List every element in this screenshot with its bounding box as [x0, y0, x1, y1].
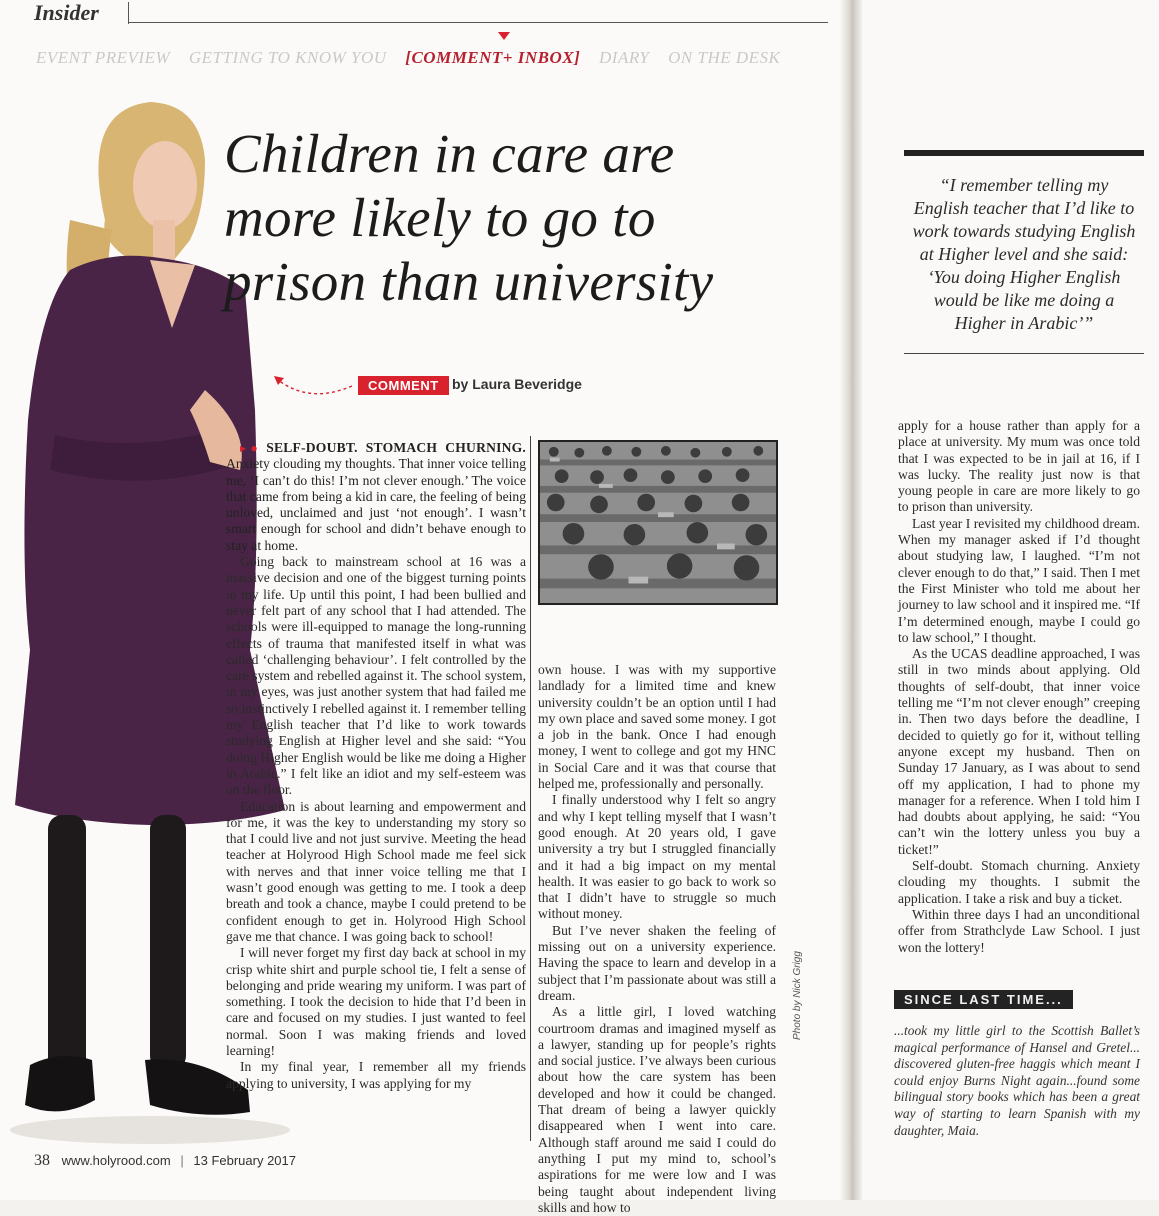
comment-badge: COMMENT	[358, 376, 449, 395]
lead-text: Anxiety clouding my thoughts. That inner voice telling me, ‘I can’t do this! I’m not clever enough.’ The voice that came from being a kid in care, the feeling of being unloved, unclaimed and just ‘not enough’. I wasn’t smart enough for school and didn’t behave enough to stay at home.	[226, 456, 526, 553]
page-number: 38	[34, 1152, 50, 1169]
pull-quote: “I remember telling my English teacher that I’d like to work towards studying English at Higher level and she said: ‘You doing Higher English would be like me doing a Higher in Arabic’”	[912, 175, 1136, 333]
paragraph: Self-doubt. Stomach churning. Anxiety clouding my thoughts. I submit the application. I take a risk and buy a ticket.	[898, 858, 1140, 906]
page-gutter	[840, 0, 862, 1200]
paragraph: I will never forget my first day back at school in my crisp white shirt and purple school tie, I felt a sense of belonging and pride wearing my uniform. I was part of something. I took the decision to hide that I’d been in care and focused on my studies. I just wanted to feel normal. Soon I was making friends and loved learning!	[226, 945, 526, 1058]
since-last-time-box	[894, 990, 1144, 1139]
nav-item-getting-to-know-you: GETTING TO KNOW YOU	[188, 48, 387, 67]
since-last-time-heading: SINCE LAST TIME...	[894, 990, 1073, 1009]
section-label: Insider	[34, 0, 99, 25]
headline-line-1: Children in care are	[224, 123, 675, 184]
nav-item-on-the-desk: ON THE DESK	[668, 48, 781, 67]
pull-quote-box	[904, 150, 1144, 354]
paragraph: own house. I was with my supportive landlady for a limited time and knew university couldn’t be an option until I had my own place and saved some money. I got a job in the bank. Once I had enough money, I went to college and got my HNC in Social Care and it was that course that helped me, professionally and personally.	[538, 662, 776, 792]
nav-item-event-preview: EVENT PREVIEW	[36, 48, 171, 67]
article-column-1	[226, 440, 526, 1092]
nav-indicator-icon	[498, 32, 510, 40]
lead-bullet-icon: ▸●	[240, 441, 263, 455]
lead-paragraph	[226, 440, 526, 554]
nav-item-comment-inbox: [COMMENT+ INBOX]	[405, 48, 581, 67]
lecture-hall-photo	[538, 440, 778, 605]
issue-date: 13 February 2017	[193, 1153, 296, 1168]
column-divider	[530, 436, 531, 1141]
section-rule-vertical	[128, 2, 129, 24]
section-rule-horizontal	[128, 22, 828, 23]
paragraph: Last year I revisited my childhood dream. When my manager asked if I’d thought about studying law, I laughed. “I’m not clever enough to do that,” I said. Then I met the First Minister who told me about her journey to law school and it inspired me. “If I’m determined enough, maybe I could go to law school,” I thought.	[898, 515, 1140, 645]
author-byline: by Laura Beveridge	[452, 376, 582, 392]
headline	[224, 122, 824, 314]
paragraph: But I’ve never shaken the feeling of missing out on a university experience. Having the space to learn and develop in a subject that I’m passionate about was still a dream.	[538, 922, 776, 1003]
paragraph: In my final year, I remember all my friends applying to university, I was applying for my	[226, 1059, 526, 1091]
paragraph: apply for a house rather than apply for a place at university. My mum was once told that I was expected to be in jail at 16, if I was lucky. The reality just now is that young people in care are more likely to go to prison than university.	[898, 418, 1140, 515]
article-column-3	[898, 418, 1140, 956]
paragraph: As a little girl, I loved watching courtroom dramas and imagined myself as a lawyer, standing up for people’s rights and social justice. I’ve always been curious about how the care system has been developed and how it could be changed. That dream of being a lawyer quickly disappeared when I went into care. Although staff around me said I could do anything I put my mind to, school’s aspirations for me were low and I was being taught about independent living skills and how to	[538, 1004, 776, 1215]
paragraph: Going back to mainstream school at 16 was a massive decision and one of the biggest turning points in my life. Up until this point, I had been bullied and never felt part of any school that I had attended. The schools were ill-equipped to manage the long-running effects of trauma that manifested itself in what was called ‘challenging behaviour’. I felt controlled by the care system and rebelled against it. The school system, in my eyes, was just another system that had failed me so instinctively I rebelled against it. I remember telling my English teacher that I’d like to work towards studying English at Higher level and she said: “You doing Higher English would be like me doing a Higher in Arabic.” I felt like an idiot and my self-esteem was on the floor.	[226, 554, 526, 798]
byline	[270, 370, 630, 400]
nav-item-diary: DIARY	[599, 48, 650, 67]
pull-quote-bottom-rule	[904, 353, 1144, 354]
paragraph: Within three days I had an unconditional offer from Strathclyde Law School. I just won the lottery!	[898, 906, 1140, 955]
paragraph: Education is about learning and empowerment and for me, it was the key to understanding my story so that I could live and not just survive. Meeting the head teacher at Holyrood High School made me feel sick with nerves and that inner voice telling me that I wasn’t good enough was getting to me. I took a deep breath and took a chance, maybe I could pretend to be confident enough to get in. Holyrood High School gave me that chance. I was going back to school!	[226, 798, 526, 944]
headline-line-3: prison than university	[224, 251, 714, 312]
paragraph: As the UCAS deadline approached, I was still in two minds about applying. Old thoughts of self-doubt, that inner voice telling me “I’m not clever enough” creeping in. Then two days before the deadline, I decided to quietly go for it, without telling anyone except my husband. Then on Sunday 17 January, as I was about to send off my application, I had to phone my manager for a reference. When I told him I had doubts about applying, he said: “You can’t win the lottery unless you buy a ticket!”	[898, 646, 1140, 857]
since-last-time-body: ...took my little girl to the Scottish Ballet’s magical performance of Hansel and Gretel... discovered gluten-free haggis which meant I could enjoy Burns Night again...found some bilingual story books which has been a great way of starting to learn Spanish with my daughter, Maia.	[894, 1023, 1140, 1138]
paragraph: I finally understood why I felt so angry and why I kept telling myself that I wasn’t good enough. At 20 years old, I gave university a try but I struggled financially and it had a big impact on my mental health. It was easier to go back to work so that I didn’t have to struggle so much without money.	[538, 792, 776, 922]
photo-credit: Photo by Nick Grigg	[792, 951, 803, 1040]
headline-line-2: more likely to go to	[224, 187, 656, 248]
folio	[34, 1152, 296, 1170]
section-nav	[36, 48, 836, 68]
folio-separator: |	[180, 1153, 184, 1168]
website: www.holyrood.com	[61, 1153, 171, 1168]
lead-caps: SELF-DOUBT. STOMACH CHURNING.	[266, 440, 526, 455]
article-column-2	[538, 662, 776, 1216]
dashed-arrow-icon	[270, 372, 354, 398]
